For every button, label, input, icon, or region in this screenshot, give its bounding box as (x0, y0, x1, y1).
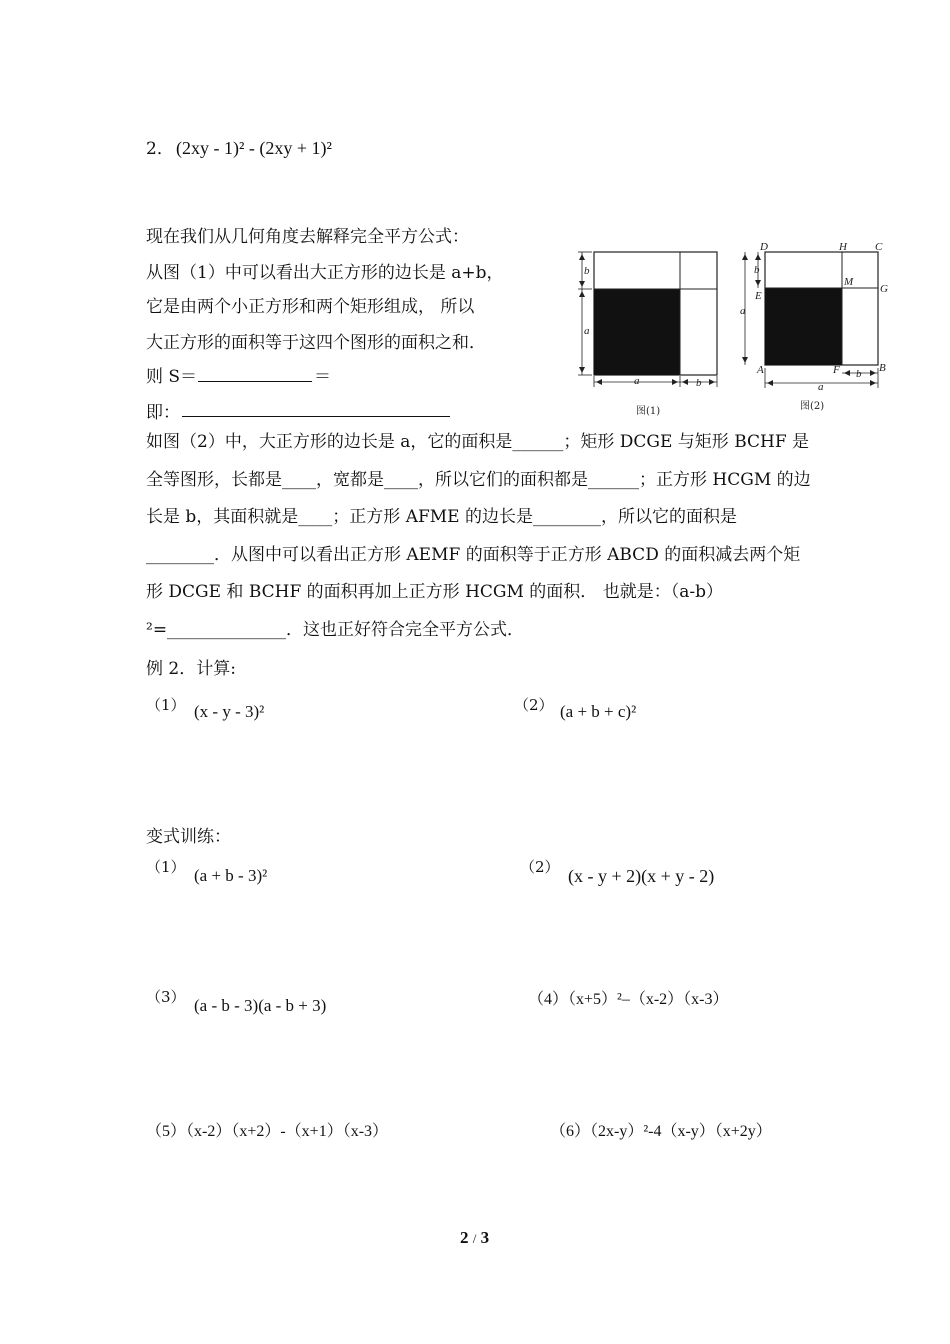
fig1-letter: a (634, 375, 640, 387)
fig2-letter: B (879, 362, 886, 374)
fig2-letter: D (760, 241, 768, 253)
fig2-letter: M (844, 276, 854, 288)
page-number (460, 1228, 489, 1248)
variant-item-label: （2） (520, 858, 560, 876)
fig2-letter: G (880, 283, 888, 295)
fig1-letter: b (696, 377, 702, 389)
example-item-expr: (x - y - 3)² (194, 702, 265, 721)
s-blank-1[interactable] (198, 381, 312, 382)
geometry-line-1: 从图（1）中可以看出大正方形的边长是 a+b， (146, 263, 504, 283)
variant-item-expr: （5）（x-2）（x+2）-（x+1）（x-3） (146, 1123, 389, 1140)
variant-item-expr: (a - b - 3)(a - b + 3) (194, 996, 327, 1015)
variant-item-expr: （4）（x+5）²–（x-2）（x-3） (528, 991, 729, 1008)
variant-item-expr: （6）（2x-y）²-4（x-y）（x+2y） (550, 1123, 772, 1140)
variant-title: 变式训练： (146, 827, 231, 847)
figure-1-caption: 图(1) (636, 406, 661, 417)
fig2-letter: a (818, 381, 824, 393)
problem-number: 2． (146, 139, 174, 159)
fig2-letter: C (875, 241, 883, 253)
fig2-letter: b (856, 368, 862, 380)
example-2-title: 例 2．计算: (146, 659, 236, 679)
page-total: 3 (480, 1228, 490, 1247)
fig1-letter: a (584, 325, 590, 337)
variant-item-expr: (a + b - 3)² (194, 866, 268, 885)
fig2-letter: H (839, 241, 847, 253)
figure-2-paragraph: 如图（2）中，大正方形的边长是 a，它的面积是______；矩形 DCGE 与矩形 BCHF 是全等图形，长都是____，宽都是____，所以它们的面积都是______；正方形 HCGM 的边长是 b，其面积就是____；正方形 AFME 的边长是________，所以它的面积是________．从图中可以看出正方形 AEMF 的面积等于正方形 ABCD 的面积减去两个矩形 DCGE 和 BCHF 的面积再加上正方形 HCGM 的面积． 也就是：（a-b）²=______________．这也正好符合完全平方公式． (146, 432, 811, 640)
page-current: 2 (460, 1228, 469, 1247)
example-item-label: （1） (146, 696, 186, 714)
page-separator: / (472, 1231, 477, 1246)
geometry-line-3: 大正方形的面积等于这四个图形的面积之和． (146, 333, 486, 353)
variant-item-label: （3） (146, 988, 186, 1006)
figure-1 (574, 244, 724, 420)
example-item-expr: (a + b + c)² (560, 702, 637, 721)
namely-blank[interactable] (182, 416, 450, 417)
fig2-letter: E (755, 290, 762, 302)
example-item-label: （2） (514, 696, 554, 714)
fig1-letter: b (584, 265, 590, 277)
fig2-letter: A (757, 364, 764, 376)
fig2-letter: b (754, 264, 760, 276)
variant-item-label: （1） (146, 858, 186, 876)
figure-2-caption: 图(2) (800, 401, 825, 412)
namely-label: 即： (146, 403, 180, 423)
fig2-letter: F (833, 364, 840, 376)
figure-2 (734, 240, 894, 416)
s-equals-label: 则 S＝ (146, 367, 198, 387)
geometry-line-2: 它是由两个小正方形和两个矩形组成， 所以 (146, 297, 475, 317)
variant-item-expr: (x - y + 2)(x + y - 2) (568, 866, 715, 886)
geometry-intro: 现在我们从几何角度去解释完全平方公式： (146, 227, 469, 247)
equals-sign: ＝ (314, 367, 331, 387)
fig2-letter: a (740, 305, 746, 317)
problem-expression: (2xy - 1)² - (2xy + 1)² (176, 138, 332, 158)
